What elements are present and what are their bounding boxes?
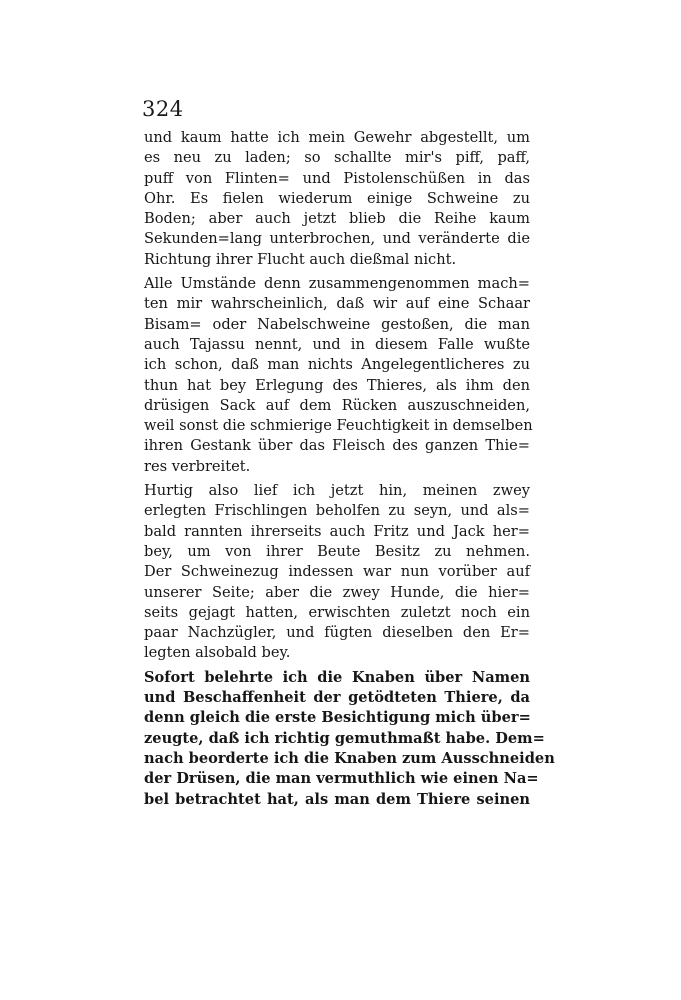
text-line: Sofort belehrte ich die Knaben über Namen xyxy=(144,668,530,686)
text-line: bald rannten ihrerseits auch Fritz und Jack her= xyxy=(144,522,530,540)
text-line: Alle Umstände denn zusammengenommen mach= xyxy=(144,275,530,293)
text-line: bel betrachtet hat, als man dem Thiere seinen xyxy=(144,790,530,808)
text-line: ten mir wahrscheinlich, daß wir auf eine Schaar xyxy=(144,295,530,313)
text-line: der Drüsen, die man vermuthlich wie einen Na= xyxy=(144,770,539,788)
text-line: seits gejagt hatten, erwischten zuletzt noch ein xyxy=(144,603,530,621)
text-line: auch Tajassu nennt, und in diesem Falle wußte xyxy=(144,335,530,353)
text-line: thun hat bey Erlegung des Thieres, als ihm den xyxy=(144,376,530,394)
text-line: denn gleich die erste Besichtigung mich über= xyxy=(144,709,531,727)
text-line: Bisam= oder Nabelschweine gestoßen, die man xyxy=(144,315,530,333)
paragraph-2 xyxy=(144,274,533,477)
text-line: es neu zu laden; so schallte mir's piff, paff, xyxy=(144,149,530,167)
text-line: und kaum hatte ich mein Gewehr abgestellt, um xyxy=(144,129,530,146)
text-line: res verbreitet. xyxy=(144,457,251,475)
text-line: drüsigen Sack auf dem Rücken auszuschneiden, xyxy=(144,396,530,414)
text-line: legten alsobald bey. xyxy=(144,644,291,662)
text-line: Sekunden=lang unterbrochen, und veränderte die xyxy=(144,230,530,248)
text-line: Ohr. Es fielen wiederum einige Schweine zu xyxy=(144,189,530,207)
text-line: Boden; aber auch jetzt blieb die Reihe kaum xyxy=(144,210,530,228)
text-line: paar Nachzügler, und fügten dieselben den Er= xyxy=(144,624,530,642)
text-line: und Beschaffenheit der getödteten Thiere, da xyxy=(144,689,530,707)
text-line: erlegten Frischlingen beholfen zu seyn, und als= xyxy=(144,502,530,520)
paragraph-3 xyxy=(144,481,530,664)
text-line: zeugte, daß ich richtig gemuthmaßt habe. Dem= xyxy=(144,729,545,747)
page-number: 324 xyxy=(142,97,184,121)
paragraph-1 xyxy=(144,128,530,270)
text-line: Hurtig also lief ich jetzt hin, meinen zwey xyxy=(144,482,530,500)
text-line: weil sonst die schmierige Feuchtigkeit in demselben xyxy=(144,417,533,435)
text-line: bey, um von ihrer Beute Besitz zu nehmen. xyxy=(144,542,530,560)
text-line: ich schon, daß man nichts Angelegentlicheres zu xyxy=(144,356,530,374)
text-line: Richtung ihrer Flucht auch dießmal nicht. xyxy=(144,250,457,268)
text-line: ihren Gestank über das Fleisch des ganzen Thie= xyxy=(144,437,530,455)
text-line: Der Schweinezug indessen war nun vorüber auf xyxy=(144,563,530,581)
text-line: puff von Flinten= und Pistolenschüßen in das xyxy=(144,169,530,187)
body-text xyxy=(144,128,555,814)
text-line: nach beorderte ich die Knaben zum Ausschneiden xyxy=(144,749,555,767)
text-line: unserer Seite; aber die zwey Hunde, die hier= xyxy=(144,583,530,601)
paragraph-4 xyxy=(144,668,555,810)
